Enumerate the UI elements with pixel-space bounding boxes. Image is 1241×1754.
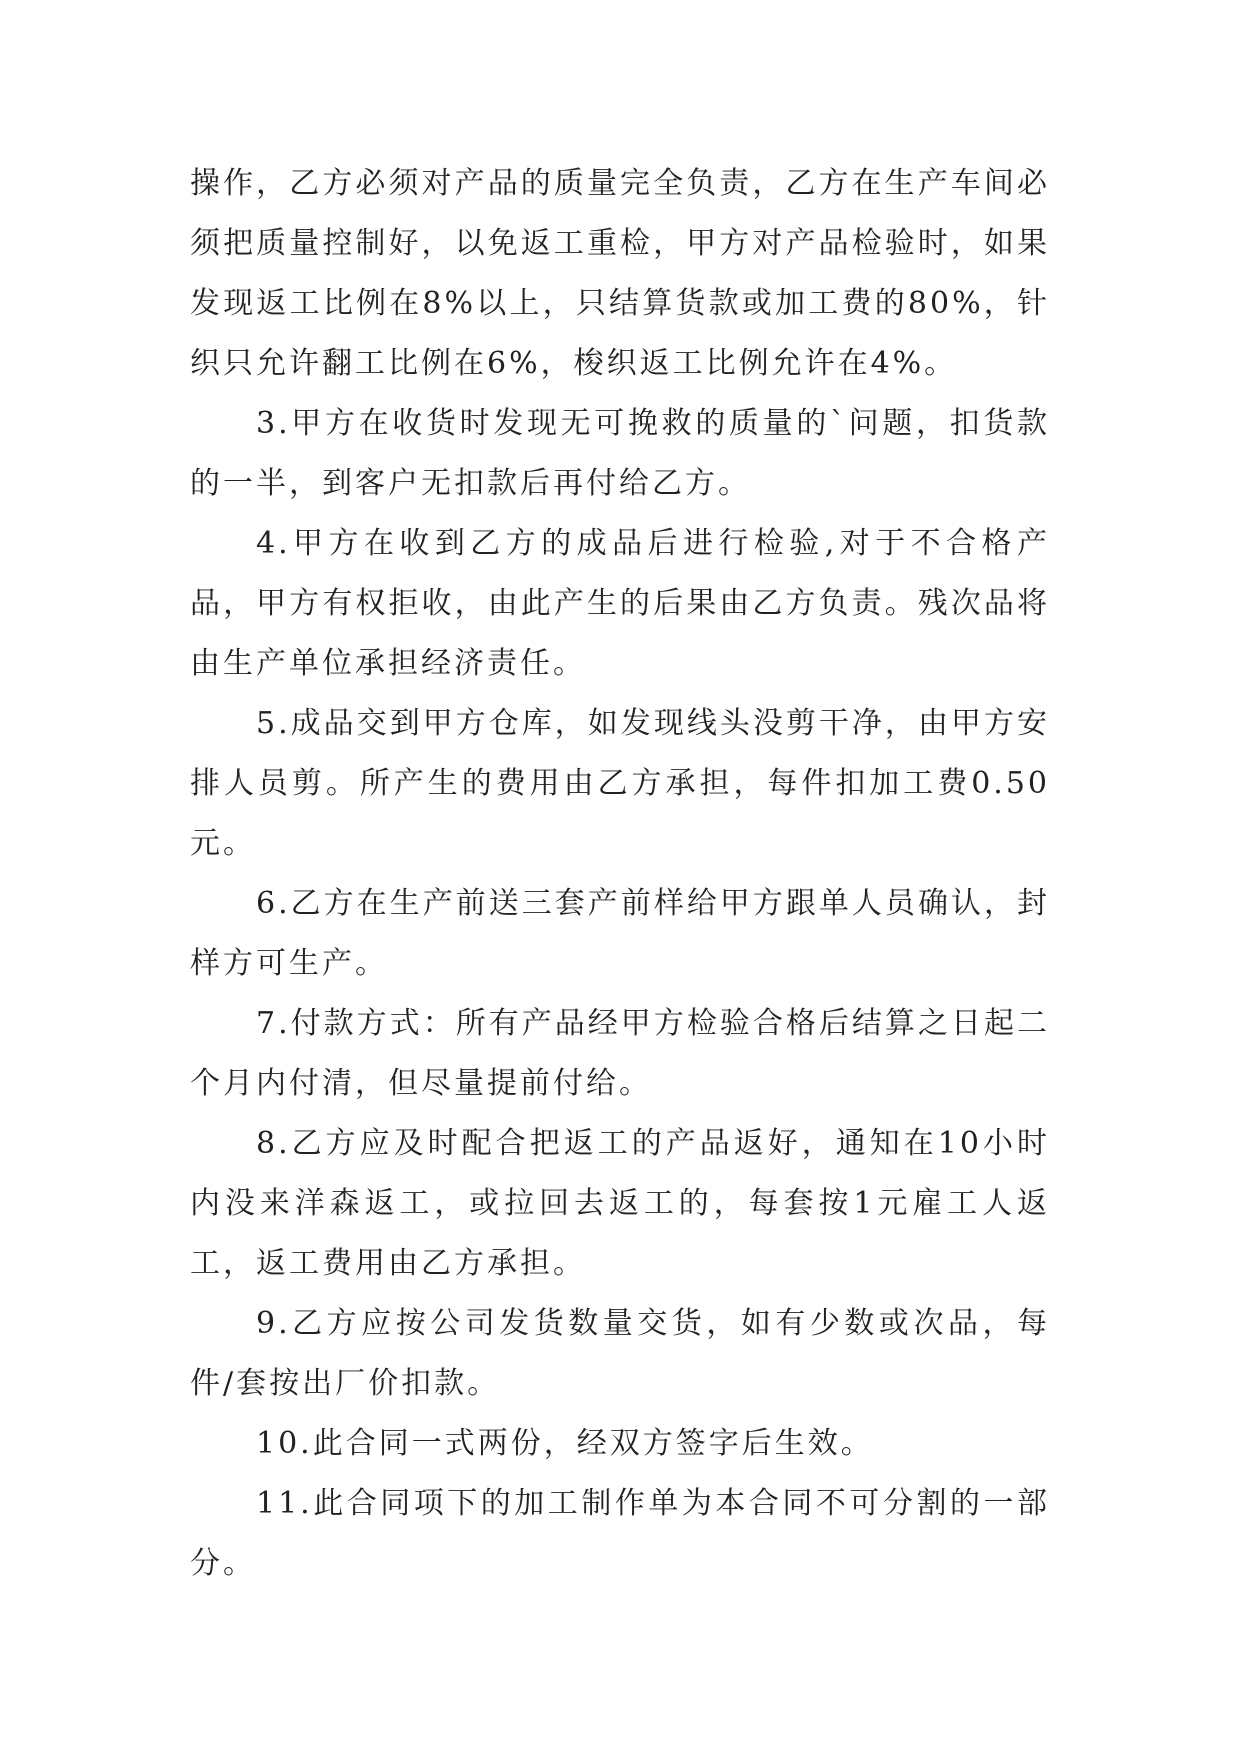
clause-4: 4.甲方在收到乙方的成品后进行检验,对于不合格产品，甲方有权拒收，由此产生的后果由乙方负责。残次品将由生产单位承担经济责任。: [190, 526, 1050, 681]
clause-8: 8.乙方应及时配合把返工的产品返好，通知在10小时内没来洋森返工，或拉回去返工的，每套按1元雇工人返工，返工费用由乙方承担。: [190, 1126, 1050, 1281]
clause-9: 9.乙方应按公司发货数量交货，如有少数或次品，每件/套按出厂价扣款。: [190, 1306, 1050, 1401]
document-body: [190, 154, 1050, 1594]
clause-5: 5.成品交到甲方仓库，如发现线头没剪干净，由甲方安排人员剪。所产生的费用由乙方承担，每件扣加工费0.50元。: [190, 706, 1050, 861]
clause-6: 6.乙方在生产前送三套产前样给甲方跟单人员确认，封样方可生产。: [190, 886, 1050, 981]
clause-7: 7.付款方式：所有产品经甲方检验合格后结算之日起二个月内付清，但尽量提前付给。: [190, 1006, 1050, 1101]
paragraph-continuation: 操作，乙方必须对产品的质量完全负责，乙方在生产车间必须把质量控制好，以免返工重检，甲方对产品检验时，如果发现返工比例在8%以上，只结算货款或加工费的80%，针织只允许翻工比例在6%，梭织返工比例允许在4%。: [190, 166, 1050, 381]
clause-11: 11.此合同项下的加工制作单为本合同不可分割的一部分。: [190, 1486, 1050, 1581]
clause-3: 3.甲方在收货时发现无可挽救的质量的`问题，扣货款的一半，到客户无扣款后再付给乙方。: [190, 406, 1050, 501]
clause-10: 10.此合同一式两份，经双方签字后生效。: [256, 1426, 874, 1461]
